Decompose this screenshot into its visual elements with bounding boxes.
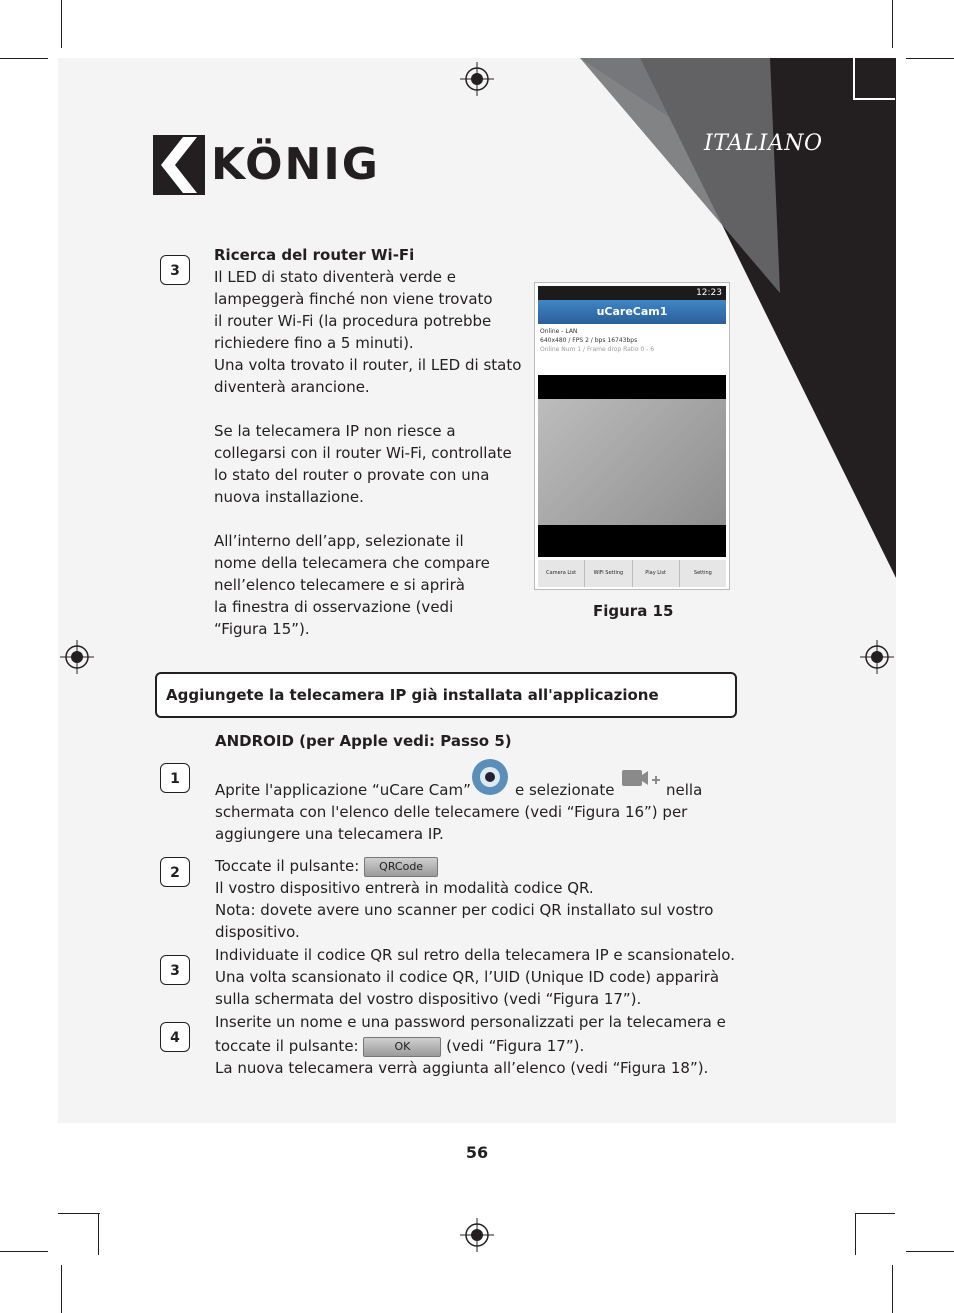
info-line: Online Num 1 / Frame drop Ratio 0 - 6 (540, 346, 655, 353)
add-camera-icon (620, 764, 660, 794)
crop-mark (61, 1265, 62, 1313)
figure-caption: Figura 15 (593, 602, 674, 620)
step-4-line: La nuova telecamera verrà aggiunta all’elenco (vedi “Figura 18”). (215, 1059, 709, 1077)
ucare-cam-app-icon (468, 757, 512, 797)
step-4-text-a: toccate il pulsante: (215, 1037, 359, 1055)
step-2-first-line (215, 855, 438, 877)
step-1-text-a: Aprite l'applicazione “uCare Cam” (215, 781, 471, 799)
step-1-line: schermata con l'elenco delle telecamere (vedi “Figura 16”) per (215, 803, 688, 821)
step-1-line: aggiungere una telecamera IP. (215, 825, 444, 843)
step-description-line: Una volta trovato il router, il LED di stato (214, 356, 522, 374)
app-title-bar (538, 300, 726, 324)
step-description-line: collegarsi con il router Wi-Fi, controllate (214, 444, 512, 462)
step-3-line: Una volta scansionato il codice QR, l’UID (Unique ID code) apparirà (215, 968, 720, 986)
step-description-line: Se la telecamera IP non riesce a (214, 422, 456, 440)
crop-mark (906, 1251, 954, 1252)
app-tab-bar (538, 560, 726, 587)
crop-mark (855, 1213, 895, 1214)
step-2-line: Il vostro dispositivo entrerà in modalità codice QR. (215, 879, 594, 897)
crop-mark (906, 58, 954, 59)
step-2-line: Nota: dovete avere uno scanner per codici QR installato sul vostro (215, 901, 714, 919)
crop-mark (58, 1213, 100, 1214)
step-1-text-c: nella (666, 781, 703, 799)
info-line: 640x480 / FPS 2 / bps 16743bps (540, 337, 638, 344)
step-description-line: il router Wi-Fi (la procedura potrebbe (214, 312, 492, 330)
step-description-line: lampeggerà finché non viene trovato (214, 290, 493, 308)
step-description-line (214, 398, 534, 420)
step-description-line: la finestra di osservazione (vedi (214, 598, 454, 616)
konig-logo (153, 135, 378, 195)
registration-target-icon (460, 1218, 494, 1252)
corner-tab (853, 58, 895, 100)
registration-target-icon (460, 62, 494, 96)
step-description-line: richiedere fino a 5 minuti). (214, 334, 414, 352)
step-description-line: nuova installazione. (214, 488, 364, 506)
konig-logo-icon (153, 135, 205, 195)
crop-mark (0, 1251, 48, 1252)
brand-wordmark: KÖNIG (211, 139, 380, 190)
step-1-first-line (215, 779, 471, 801)
step-number-badge: 3 (160, 955, 190, 985)
tab-camera-list[interactable]: Camera List (538, 560, 585, 587)
registration-target-icon (860, 640, 894, 674)
crop-mark (892, 1265, 893, 1313)
app-title: uCareCam1 (596, 305, 668, 318)
crop-mark (98, 1213, 99, 1255)
phone-status-bar (538, 286, 726, 300)
registration-target-icon (60, 640, 94, 674)
crop-mark (0, 58, 48, 59)
tab-play-list[interactable]: Play List (633, 560, 680, 587)
language-label: ITALIANO (704, 131, 823, 156)
step-number-badge: 2 (160, 857, 190, 887)
tab-wifi-setting[interactable]: WiFi Setting (585, 560, 632, 587)
step-number-badge: 4 (160, 1022, 190, 1052)
step-description-line: “Figura 15”). (214, 620, 310, 638)
figure-15-screenshot (534, 282, 730, 590)
android-heading: ANDROID (per Apple vedi: Passo 5) (215, 732, 512, 750)
step-description-line: Il LED di stato diventerà verde e (214, 268, 456, 286)
page-number: 56 (465, 1143, 489, 1162)
crop-mark (61, 0, 62, 48)
qrcode-button: QRCode (364, 857, 438, 877)
step-title: Ricerca del router Wi-Fi (214, 246, 415, 264)
ok-button: OK (363, 1037, 441, 1057)
tab-setting[interactable]: Setting (693, 570, 712, 576)
step-description (214, 266, 534, 640)
step-2-line: dispositivo. (215, 923, 300, 941)
status-time: 12:23 (696, 288, 722, 298)
step-4-second-line (215, 1035, 584, 1057)
app-info (540, 327, 726, 354)
step-3-line: Individuate il codice QR sul retro della telecamera IP e scansionatelo. (215, 946, 735, 964)
video-area (538, 375, 726, 557)
step-description-line: nell’elenco telecamere e si aprirà (214, 576, 465, 594)
step-description-line: diventerà arancione. (214, 378, 370, 396)
crop-mark (892, 0, 893, 48)
step-description-line (214, 508, 534, 530)
step-description-line: All’interno dell’app, selezionate il (214, 532, 464, 550)
step-3-line: sulla schermata del vostro dispositivo (vedi “Figura 17”). (215, 990, 642, 1008)
step-1-text-b: e selezionate (515, 781, 615, 799)
step-description-line: lo stato del router o provate con una (214, 466, 490, 484)
step-4-text-b: (vedi “Figura 17”). (446, 1037, 585, 1055)
section-title: Aggiungete la telecamera IP già installata all'applicazione (155, 672, 737, 718)
step-number-badge: 1 (160, 763, 190, 793)
step-number-badge: 3 (160, 255, 190, 285)
info-line: Online - LAN (540, 328, 578, 335)
camera-image (538, 399, 726, 525)
step-description-line: nome della telecamera che compare (214, 554, 490, 572)
crop-mark (855, 1213, 856, 1255)
step-4-line: Inserite un nome e una password personalizzati per la telecamera e (215, 1013, 726, 1031)
step-2-text-a: Toccate il pulsante: (215, 857, 360, 875)
